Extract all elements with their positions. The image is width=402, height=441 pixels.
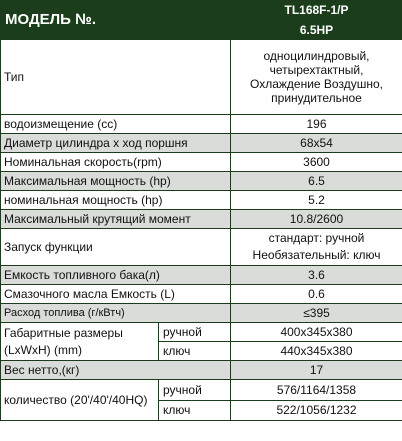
- model-value: TL168F-1/P: [231, 1, 402, 21]
- rated-speed-label: Номинальная скорость(rpm): [1, 153, 231, 172]
- table-row-max-power: [1, 172, 402, 191]
- quantity-manual-label: ручной: [159, 380, 231, 401]
- model-label: МОДЕЛЬ №.: [1, 1, 231, 40]
- fuel-tank-label: Емкость топливного бака(л): [1, 266, 231, 285]
- dimensions-key-value: 440x345x380: [231, 342, 402, 361]
- power-value: 6.5HP: [231, 20, 402, 40]
- table-row-max-torque: [1, 210, 402, 229]
- type-label: Тип: [1, 40, 231, 115]
- bore-stroke-label: Диаметр цилиндра x ход поршня: [1, 134, 231, 153]
- max-power-label: Максимальная мощность (hp): [1, 172, 231, 191]
- net-weight-label: Вес нетто,(кг): [1, 361, 231, 380]
- start-line-2: Необязательный: ключ: [252, 248, 381, 262]
- table-row-bore-stroke: [1, 134, 402, 153]
- dimensions-manual-value: 400x345x380: [231, 323, 402, 342]
- dimensions-label-line-2: (LxWxH) (mm): [4, 342, 82, 357]
- table-row-quantity-manual: [1, 380, 402, 401]
- start-value: [231, 229, 402, 266]
- bore-stroke-value: 68x54: [231, 134, 402, 153]
- quantity-manual-value: 576/1164/1358: [231, 380, 402, 401]
- displacement-label: водоизмещение (cc): [1, 115, 231, 134]
- table-row-oil: [1, 285, 402, 304]
- table-row-net-weight: [1, 361, 402, 380]
- table-row-fuel-tank: [1, 266, 402, 285]
- start-label: Запуск функции: [1, 229, 231, 266]
- type-value: [231, 40, 402, 115]
- fuel-consumption-value: ≤395: [231, 304, 402, 323]
- type-line-1: одноцилиндровый,: [263, 49, 370, 63]
- quantity-key-label: ключ: [159, 400, 231, 421]
- max-torque-label: Максимальный крутящий момент: [1, 210, 231, 229]
- type-line-4: принудительное: [271, 91, 362, 105]
- oil-label: Смазочного масла Емкость (L): [1, 285, 231, 304]
- dimensions-label: [1, 323, 159, 361]
- fuel-consumption-label: Расход топлива (г/кВтч): [1, 304, 231, 323]
- net-weight-value: 17: [231, 361, 402, 380]
- max-power-value: 6.5: [231, 172, 402, 191]
- table-row-dimensions-manual: [1, 323, 402, 342]
- fuel-tank-value: 3.6: [231, 266, 402, 285]
- quantity-label: количество (20'/40'/40HQ): [1, 380, 159, 421]
- table-row-displacement: [1, 115, 402, 134]
- rated-speed-value: 3600: [231, 153, 402, 172]
- type-line-3: Охлаждение Воздушно,: [250, 77, 383, 91]
- max-torque-value: 10.8/2600: [231, 210, 402, 229]
- header-row-model: [1, 1, 402, 21]
- table-row-rated-power: [1, 191, 402, 210]
- table-row-fuel-consumption: [1, 304, 402, 323]
- dimensions-label-line-1: Габаритные размеры: [4, 325, 123, 340]
- oil-value: 0.6: [231, 285, 402, 304]
- quantity-key-value: 522/1056/1232: [231, 400, 402, 421]
- rated-power-value: 5.2: [231, 191, 402, 210]
- dimensions-manual-label: ручной: [159, 323, 231, 342]
- type-line-2: четырехтактный,: [269, 63, 364, 77]
- rated-power-label: номинальная мощность (hp): [1, 191, 231, 210]
- start-line-1: стандарт: ручной: [268, 231, 365, 245]
- displacement-value: 196: [231, 115, 402, 134]
- table-row-start: [1, 229, 402, 266]
- table-row-type: [1, 40, 402, 115]
- dimensions-key-label: ключ: [159, 342, 231, 361]
- table-row-rated-speed: [1, 153, 402, 172]
